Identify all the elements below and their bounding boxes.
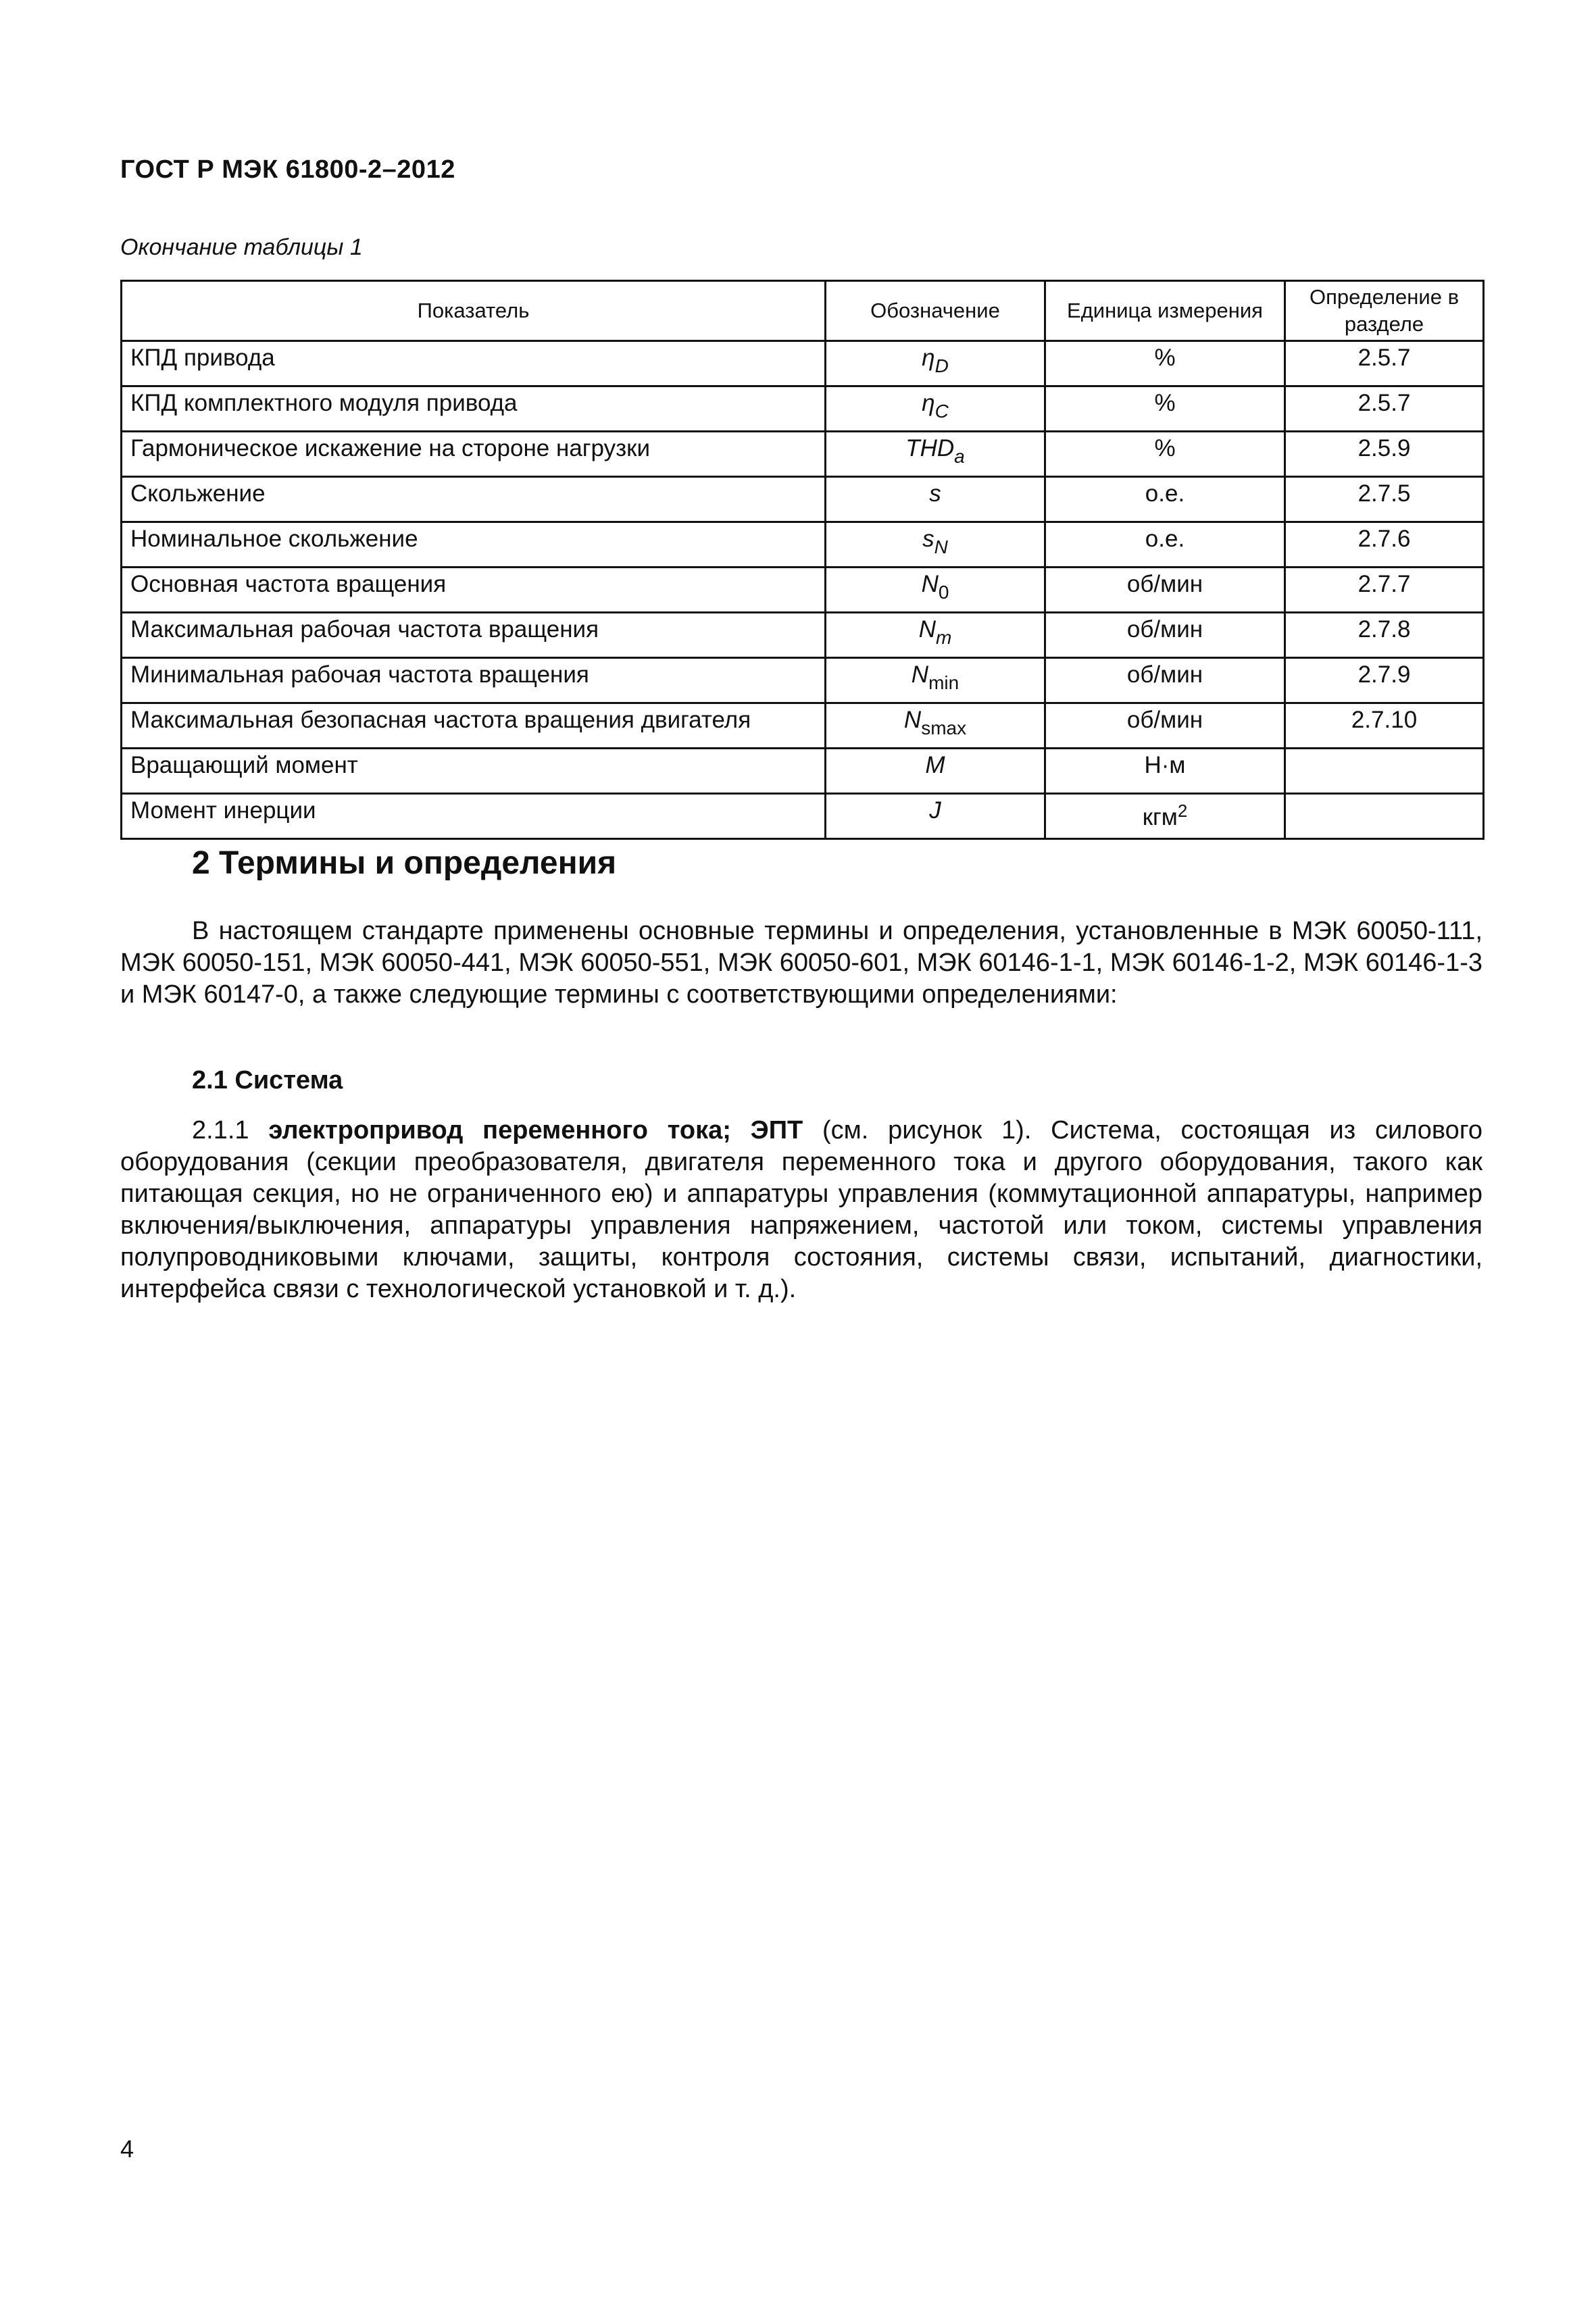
parameter-unit bbox=[1045, 658, 1285, 703]
symbol-subscript: C bbox=[934, 401, 949, 422]
unit-text: об/мин bbox=[1126, 707, 1203, 733]
parameter-unit bbox=[1045, 703, 1285, 749]
unit-text: % bbox=[1154, 390, 1176, 416]
parameter-symbol bbox=[826, 794, 1045, 839]
parameter-unit bbox=[1045, 386, 1285, 432]
parameter-symbol bbox=[826, 749, 1045, 794]
intro-paragraph bbox=[120, 915, 1482, 1011]
parameter-name: Основная частота вращения bbox=[122, 568, 826, 613]
parameter-unit bbox=[1045, 749, 1285, 794]
section-reference: 2.5.7 bbox=[1285, 341, 1484, 386]
unit-text: о.е. bbox=[1145, 526, 1185, 552]
table-row bbox=[122, 341, 1484, 386]
column-header: Единица измерения bbox=[1045, 281, 1285, 341]
unit-text: об/мин bbox=[1126, 571, 1203, 597]
table-row bbox=[122, 386, 1484, 432]
symbol-base: s bbox=[929, 480, 941, 507]
section-reference: 2.5.9 bbox=[1285, 432, 1484, 477]
section-reference: 2.7.10 bbox=[1285, 703, 1484, 749]
term-paragraph bbox=[120, 1115, 1482, 1305]
parameter-symbol bbox=[826, 613, 1045, 658]
section-reference: 2.7.5 bbox=[1285, 477, 1484, 522]
parameter-name: Вращающий момент bbox=[122, 749, 826, 794]
unit-text: об/мин bbox=[1126, 616, 1203, 643]
parameter-name: КПД комплектного модуля привода bbox=[122, 386, 826, 432]
section-heading: 2 Термины и определения bbox=[192, 845, 617, 881]
parameter-name: Максимальная рабочая частота вращения bbox=[122, 613, 826, 658]
parameter-symbol bbox=[826, 341, 1045, 386]
term-title: электропривод переменного тока; ЭПТ bbox=[268, 1116, 803, 1145]
symbol-base: s bbox=[922, 526, 934, 552]
symbol-base: N bbox=[911, 661, 929, 688]
section-reference: 2.7.7 bbox=[1285, 568, 1484, 613]
parameter-symbol bbox=[826, 386, 1045, 432]
table-row bbox=[122, 522, 1484, 568]
symbol-base: η bbox=[922, 345, 935, 371]
symbol-base: η bbox=[922, 390, 935, 416]
intro-text: В настоящем стандарте применены основные термины и определения, установленные в МЭК 60050-111, МЭК 60050-151, МЭК 60050-441, МЭК 60050-551, МЭК 60050-601, МЭК 60146-1-1, МЭК 60146-1-2, МЭК 60146-1-3 и МЭК 60147-0, а также следующие термины с соответствующими определениями: bbox=[120, 917, 1482, 1009]
symbol-base: N bbox=[918, 616, 936, 643]
parameter-symbol bbox=[826, 432, 1045, 477]
parameter-unit bbox=[1045, 522, 1285, 568]
parameter-symbol bbox=[826, 658, 1045, 703]
parameter-name: Максимальная безопасная частота вращения двигателя bbox=[122, 703, 826, 749]
table-row bbox=[122, 658, 1484, 703]
symbol-base: N bbox=[921, 571, 939, 597]
table-row bbox=[122, 613, 1484, 658]
column-header: Обозначение bbox=[826, 281, 1045, 341]
symbol-base: THD bbox=[905, 435, 955, 461]
section-reference bbox=[1285, 794, 1484, 839]
section-reference: 2.5.7 bbox=[1285, 386, 1484, 432]
parameter-symbol bbox=[826, 477, 1045, 522]
section-reference bbox=[1285, 749, 1484, 794]
symbol-subscript: 0 bbox=[938, 582, 949, 603]
parameter-name: Гармоническое искажение на стороне нагрузки bbox=[122, 432, 826, 477]
unit-text: % bbox=[1154, 435, 1176, 461]
section-reference: 2.7.8 bbox=[1285, 613, 1484, 658]
symbol-subscript: D bbox=[934, 355, 949, 376]
parameter-name: Минимальная рабочая частота вращения bbox=[122, 658, 826, 703]
parameter-unit bbox=[1045, 613, 1285, 658]
parameter-name: Скольжение bbox=[122, 477, 826, 522]
unit-text: о.е. bbox=[1145, 480, 1185, 507]
unit-superscript: 2 bbox=[1177, 801, 1188, 821]
column-header: Определение в разделе bbox=[1285, 281, 1484, 341]
symbol-base: J bbox=[929, 797, 941, 824]
table-row bbox=[122, 568, 1484, 613]
symbol-subscript: smax bbox=[921, 718, 967, 738]
parameter-symbol bbox=[826, 522, 1045, 568]
parameter-name: Момент инерции bbox=[122, 794, 826, 839]
parameter-unit bbox=[1045, 432, 1285, 477]
parameter-unit bbox=[1045, 341, 1285, 386]
table-row bbox=[122, 749, 1484, 794]
table-row bbox=[122, 703, 1484, 749]
symbol-subscript: N bbox=[934, 536, 948, 557]
parameter-symbol bbox=[826, 568, 1045, 613]
unit-text: % bbox=[1154, 345, 1176, 371]
section-reference: 2.7.9 bbox=[1285, 658, 1484, 703]
unit-text: Н·м bbox=[1144, 752, 1186, 778]
unit-text: кгм bbox=[1142, 804, 1178, 830]
term-number: 2.1.1 bbox=[192, 1116, 249, 1145]
parameter-name: Номинальное скольжение bbox=[122, 522, 826, 568]
parameter-name: КПД привода bbox=[122, 341, 826, 386]
subsection-heading: 2.1 Система bbox=[192, 1066, 343, 1095]
parameter-symbol bbox=[826, 703, 1045, 749]
symbol-subscript: min bbox=[928, 672, 959, 693]
parameter-unit bbox=[1045, 477, 1285, 522]
parameter-unit bbox=[1045, 568, 1285, 613]
symbol-base: M bbox=[925, 752, 945, 778]
page-number: 4 bbox=[120, 2135, 134, 2163]
parameter-unit bbox=[1045, 794, 1285, 839]
symbol-subscript: a bbox=[954, 446, 965, 467]
unit-text: об/мин bbox=[1126, 661, 1203, 688]
table-row bbox=[122, 477, 1484, 522]
table-row bbox=[122, 432, 1484, 477]
section-reference: 2.7.6 bbox=[1285, 522, 1484, 568]
document-header: ГОСТ Р МЭК 61800-2–2012 bbox=[120, 155, 455, 184]
table-header-row bbox=[122, 281, 1484, 341]
symbol-base: N bbox=[903, 707, 922, 733]
parameters-table bbox=[120, 280, 1485, 840]
term-definition: (см. рисунок 1). Система, состоящая из силового оборудования (секции преобразователя, двигателя переменного тока и другого оборудования, такого как питающая секция, но не ограниченного ею) и аппаратуры управления (коммутационной аппаратуры, например включения/выключения, аппаратуры управления напряжением, частотой или током, системы управления полупроводниковыми ключами, защиты, контроля состояния, системы связи, испытаний, диагностики, интерфейса связи с технологической установкой и т. д.). bbox=[120, 1116, 1482, 1303]
table-row bbox=[122, 794, 1484, 839]
table-caption: Окончание таблицы 1 bbox=[120, 234, 363, 260]
symbol-subscript: m bbox=[935, 627, 952, 648]
column-header: Показатель bbox=[122, 281, 826, 341]
